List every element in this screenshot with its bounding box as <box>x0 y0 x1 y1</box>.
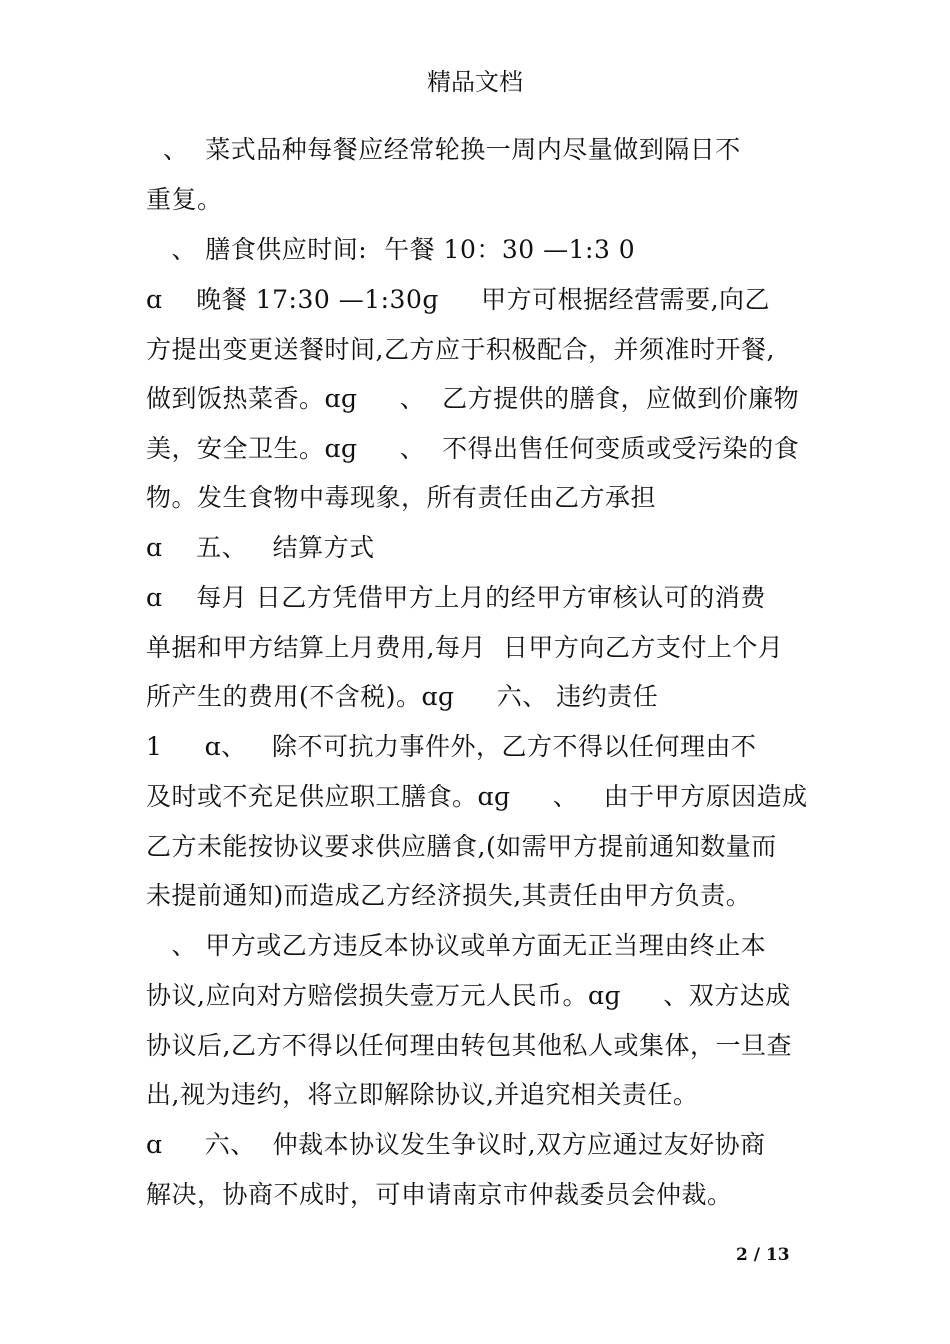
text-line: 协议,应向对方赔偿损失壹万元人民币。ɑɡ 、双方达成 <box>146 981 791 1010</box>
text-line: 、 菜式品种每餐应经常轮换一周内尽量做到隔日不 <box>146 135 741 164</box>
text-line: 解决，协商不成时，可申请南京市仲裁委员会仲裁。 <box>146 1180 733 1209</box>
text-line: 、 甲方或乙方违反本协议或单方面无正当理由终止本 <box>146 931 767 960</box>
text-line: 所产生的费用(不含税)。ɑɡ 六、 违约责任 <box>146 682 659 711</box>
text-line: ɑ 晚餐 17:30 —1:30ɡ 甲方可根据经营需要,向乙 <box>146 285 771 314</box>
text-line: 未提前通知)而造成乙方经济损失,其责任由甲方负责。 <box>146 881 752 910</box>
text-line: 乙方未能按协议要求供应膳食,(如需甲方提前通知数量而 <box>146 832 777 861</box>
text-line: 及时或不充足供应职工膳食。ɑɡ 、 由于甲方原因造成 <box>146 782 808 811</box>
text-line: ɑ 六、 仲裁本协议发生争议时,双方应通过友好协商 <box>146 1130 766 1159</box>
text-line: 方提出变更送餐时间,乙方应于积极配合，并须准时开餐, <box>146 335 775 364</box>
text-line: 做到饭热菜香。ɑɡ 、 乙方提供的膳食，应做到价廉物 <box>146 384 800 413</box>
text-line: ɑ 每月 日乙方凭借甲方上月的经甲方审核认可的消费 <box>146 583 766 612</box>
text-line: 出,视为违约，将立即解除协议,并追究相关责任。 <box>146 1080 699 1109</box>
page-header-title: 精品文档 <box>427 68 523 96</box>
section-heading: ɑ 五、 结算方式 <box>146 533 375 562</box>
text-line: 物。发生食物中毒现象，所有责任由乙方承担 <box>146 483 657 512</box>
text-line: 1 ɑ、 除不可抗力事件外，乙方不得以任何理由不 <box>146 732 757 761</box>
text-line: 重复。 <box>146 185 223 214</box>
page-number: 2 / 13 <box>736 1245 790 1265</box>
text-line: 、 膳食供应时间: 午餐 10：30 —1:3 0 <box>146 235 636 264</box>
text-line: 协议后,乙方不得以任何理由转包其他私人或集体，一旦查 <box>146 1031 792 1060</box>
text-line: 单据和甲方结算上月费用,每月 日甲方向乙方支付上个月 <box>146 633 784 662</box>
text-line: 美，安全卫生。ɑɡ 、 不得出售任何变质或受污染的食 <box>146 434 800 463</box>
